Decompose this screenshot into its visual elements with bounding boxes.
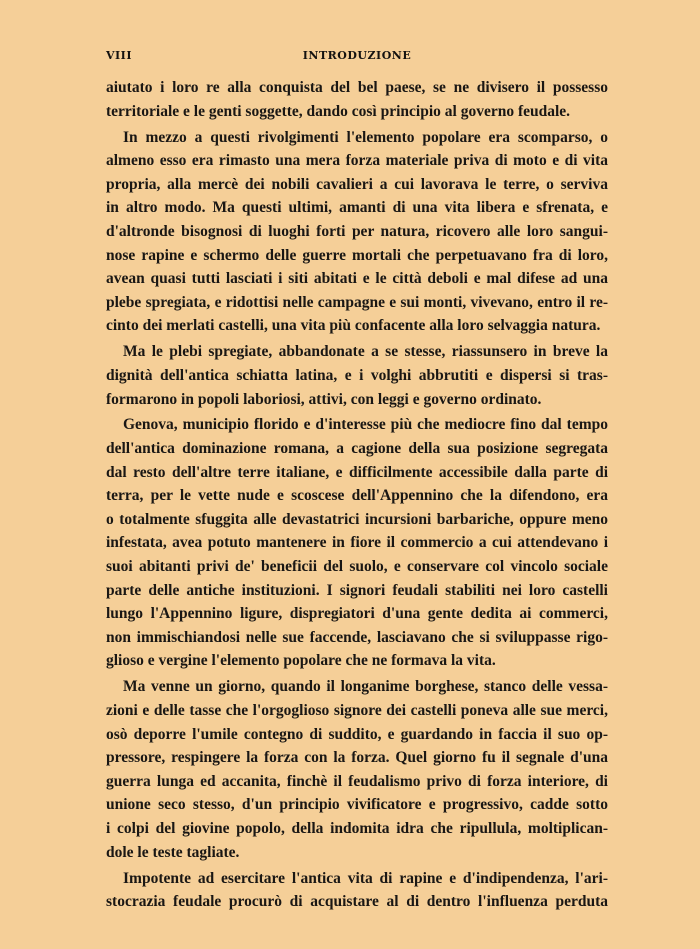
text-line: glioso e vergine l'elemento popolare che ne formava la vita. bbox=[106, 652, 496, 670]
text-line: Genova, municipio florido e d'interesse più che mediocre fino dal tempo bbox=[123, 416, 608, 434]
paragraph bbox=[106, 413, 608, 673]
paragraph bbox=[106, 340, 608, 411]
paragraph bbox=[106, 126, 608, 338]
text-line: i colpi del giovine popolo, della indomita idra che ripullula, moltiplican- bbox=[106, 819, 608, 837]
text-line: o totalmente sfuggita alle devastatrici incursioni barbariche, oppure meno bbox=[106, 510, 608, 528]
text-line: guerra lunga ed accanita, finchè il feudalismo privo di forza interiore, di bbox=[106, 772, 608, 790]
text-line: territoriale e le genti soggette, dando così principio al governo feudale. bbox=[106, 102, 571, 120]
text-line: In mezzo a questi rivolgimenti l'elemento popolare era scomparso, o bbox=[123, 128, 608, 146]
text-line: suoi abitanti privi de' beneficii del suolo, e conservare col vincolo sociale bbox=[106, 558, 608, 576]
text-line: plebe spregiata, e ridottisi nelle campagne e sui monti, vivevano, entro il re- bbox=[106, 293, 608, 311]
running-title: INTRODUZIONE bbox=[302, 49, 412, 62]
text-line: avean quasi tutti lasciati i siti abitati e le città deboli e mal difese ad una bbox=[106, 270, 608, 288]
text-line: d'altronde bisognosi di luoghi forti per natura, ricovero alle loro sangui- bbox=[106, 222, 608, 240]
text-line: lungo l'Appennino ligure, dispregiatori d'una gente dedita ai commerci, bbox=[106, 605, 608, 623]
text-line: dell'antica dominazione romana, a cagione della sua posizione segregata bbox=[106, 440, 608, 458]
text-line: aiutato i loro re alla conquista del bel paese, se ne divisero il possesso bbox=[106, 79, 608, 96]
text-line: dignità dell'antica schiatta latina, e i volghi abbrutiti e dispersi si tras- bbox=[106, 366, 608, 384]
text-line: osò deporre l'umile contegno di suddito, e guardando in faccia il suo op- bbox=[106, 725, 608, 743]
text-line: parte delle antiche instituzioni. I signori feudali stabiliti nei loro castelli bbox=[106, 581, 608, 599]
text-line: unione seco stesso, d'un principio vivificatore e progressivo, cadde sotto bbox=[106, 796, 608, 814]
text-line: stocrazia feudale procurò di acquistare al di dentro l'influenza perduta bbox=[106, 893, 608, 911]
text-line: dal resto dell'altre terre italiane, e difficilmente accessibile dalla parte di bbox=[106, 463, 608, 481]
text-line: formarono in popoli laboriosi, attivi, con leggi e governo ordinato. bbox=[106, 390, 542, 408]
text-line: pressore, respingere la forza con la forza. Quel giorno fu il segnale d'una bbox=[106, 749, 608, 767]
text-line: Ma venne un giorno, quando il longanime borghese, stanco delle vessa- bbox=[123, 678, 608, 696]
text-line: zioni e delle tasse che l'orgoglioso signore dei castelli poneva alle sue merci, bbox=[106, 702, 608, 719]
text-line: nose rapine e schermo delle guerre mortali che perpetuavano fra di loro, bbox=[106, 246, 608, 264]
paragraph bbox=[106, 675, 608, 864]
text-line: dole le teste tagliate. bbox=[106, 843, 240, 861]
page-number: VIII bbox=[106, 49, 132, 62]
text-line: non immischiandosi nelle sue faccende, lasciavano che si sviluppasse rigo- bbox=[106, 628, 608, 646]
page-header bbox=[106, 49, 608, 67]
text-line: almeno esso era rimasto una mera forza materiale priva di moto e di vita bbox=[106, 152, 608, 170]
text-line: Ma le plebi spregiate, abbandonate a se stesse, riassunsero in breve la bbox=[123, 343, 608, 361]
body-text bbox=[106, 76, 608, 914]
paragraph bbox=[106, 867, 608, 914]
text-line: infestata, avea potuto mantenere in fiore il commercio a cui attendevano i bbox=[106, 534, 608, 552]
text-line: in altro modo. Ma questi ultimi, amanti di una vita libera e sfrenata, e bbox=[106, 199, 608, 217]
text-line: cinto dei merlati castelli, una vita più confacente alla loro selvaggia natura. bbox=[106, 317, 601, 335]
text-line: terra, per le vette nude e scoscese dell'Appennino che la difendono, era bbox=[106, 487, 608, 505]
text-line: Impotente ad esercitare l'antica vita di rapine e d'indipendenza, l'ari- bbox=[123, 869, 608, 887]
text-line: propria, alla mercè dei nobili cavalieri a cui lavorava le terre, o serviva bbox=[106, 175, 608, 193]
paragraph bbox=[106, 76, 608, 123]
